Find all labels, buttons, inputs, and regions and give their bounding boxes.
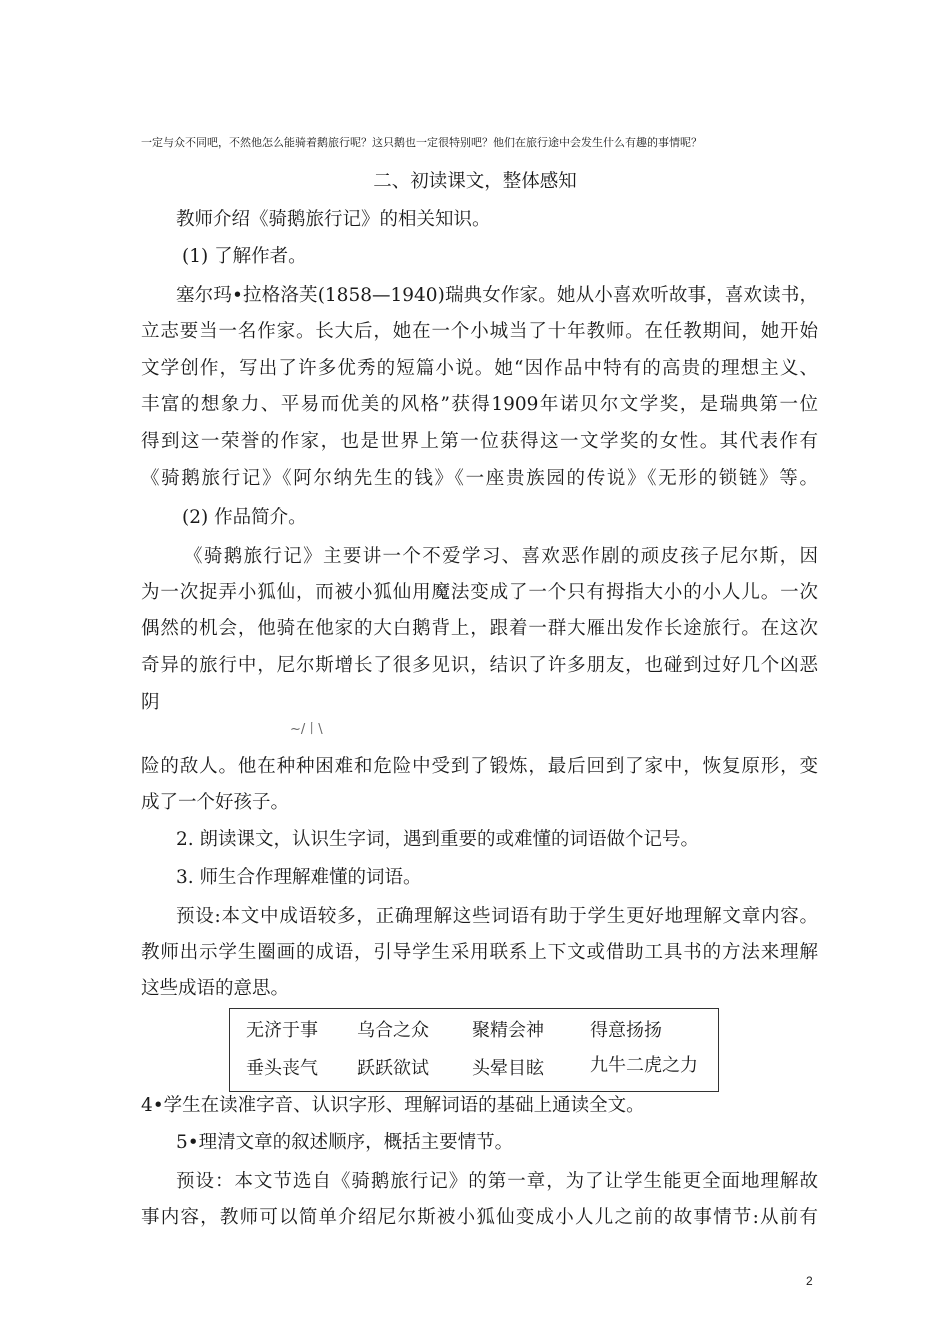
work-line: 《骑鹅旅行记》主要讲一个不爱学习、喜欢恶作剧的顽皮孩子尼尔斯，因	[184, 546, 818, 567]
step-2: 2. 朗读课文，认识生字词，遇到重要的或难懂的词语做个记号。	[176, 829, 700, 850]
work-line: 险的敌人。他在种种困难和危险中受到了锻炼，最后回到了家中，恢复原形，变	[141, 756, 818, 777]
intro-paragraph: 教师介绍《骑鹅旅行记》的相关知识。	[176, 209, 491, 230]
preset-line: 预设：本文节选自《骑鹅旅行记》的第一章，为了让学生能更全面地理解故	[176, 1171, 818, 1192]
idiom-item: 九牛二虎之力	[590, 1055, 698, 1076]
work-line: 阴	[141, 692, 160, 713]
step-3: 3. 师生合作理解难懂的词语。	[176, 867, 422, 888]
work-line: 偶然的机会，他骑在他家的大白鹅背上，跟着一群大雁出发作长途旅行。在这次	[141, 618, 818, 639]
author-line: 《骑鹅旅行记》《阿尔纳先生的钱》《一座贵族园的传说》《无形的锁链》等。	[141, 468, 818, 489]
work-line: 成了一个好孩子。	[141, 792, 290, 813]
work-line: 为一次捉弄小狐仙，而被小狐仙用魔法变成了一个只有拇指大小的小人儿。一次	[141, 582, 818, 603]
idiom-item: 跃跃欲试	[357, 1058, 429, 1079]
preset-line: 教师出示学生圈画的成语，引导学生采用联系上下文或借助工具书的方法来理解	[141, 942, 818, 963]
idiom-item: 乌合之众	[357, 1020, 429, 1041]
idiom-item: 垂头丧气	[246, 1058, 318, 1079]
author-line: 文学创作，写出了许多优秀的短篇小说。她“因作品中特有的高贵的理想主义、	[141, 358, 818, 379]
subheading-author: (1) 了解作者。	[182, 246, 307, 267]
stray-mark: ~/丨\	[290, 722, 323, 737]
work-line: 奇异的旅行中，尼尔斯增长了很多见识，结识了许多朋友，也碰到过好几个凶恶	[141, 655, 818, 676]
preset-line: 事内容，教师可以简单介绍尼尔斯被小狐仙变成小人儿之前的故事情节:从前有	[141, 1207, 818, 1228]
author-line: 立志要当一名作家。长大后，她在一个小城当了十年教师。在任教期间，她开始	[141, 321, 818, 342]
preset-line: 这些成语的意思。	[141, 978, 290, 999]
step-5: 5•理清文章的叙述顺序，概括主要情节。	[176, 1132, 514, 1153]
preset-line: 预设:本文中成语较多，正确理解这些词语有助于学生更好地理解文章内容。	[176, 906, 818, 927]
idiom-box	[229, 1008, 719, 1092]
author-line: 丰富的想象力、平易而优美的风格”获得1909年诺贝尔文学奖，是瑞典第一位	[141, 394, 818, 415]
page-number: 2	[806, 1274, 813, 1288]
author-line: 塞尔玛•拉格洛芙(1858—1940)瑞典女作家。她从小喜欢听故事，喜欢读书，	[176, 285, 818, 306]
idiom-item: 得意扬扬	[590, 1020, 662, 1041]
top-line: 一定与众不同吧，不然他怎么能骑着鹅旅行呢？这只鹅也一定很特别吧？他们在旅行途中会发生什么有趣的事情呢？	[141, 136, 702, 149]
idiom-item: 聚精会神	[472, 1020, 544, 1041]
idiom-item: 无济于事	[246, 1020, 318, 1041]
idiom-item: 头晕目眩	[472, 1058, 544, 1079]
author-line: 得到这一荣誉的作家，也是世界上第一位获得这一文学奖的女性。其代表作有	[141, 431, 818, 452]
section-heading: 二、初读课文，整体感知	[373, 171, 577, 192]
subheading-work: (2) 作品简介。	[182, 507, 307, 528]
step-4: 4•学生在读准字音、认识字形、理解词语的基础上通读全文。	[141, 1095, 645, 1116]
